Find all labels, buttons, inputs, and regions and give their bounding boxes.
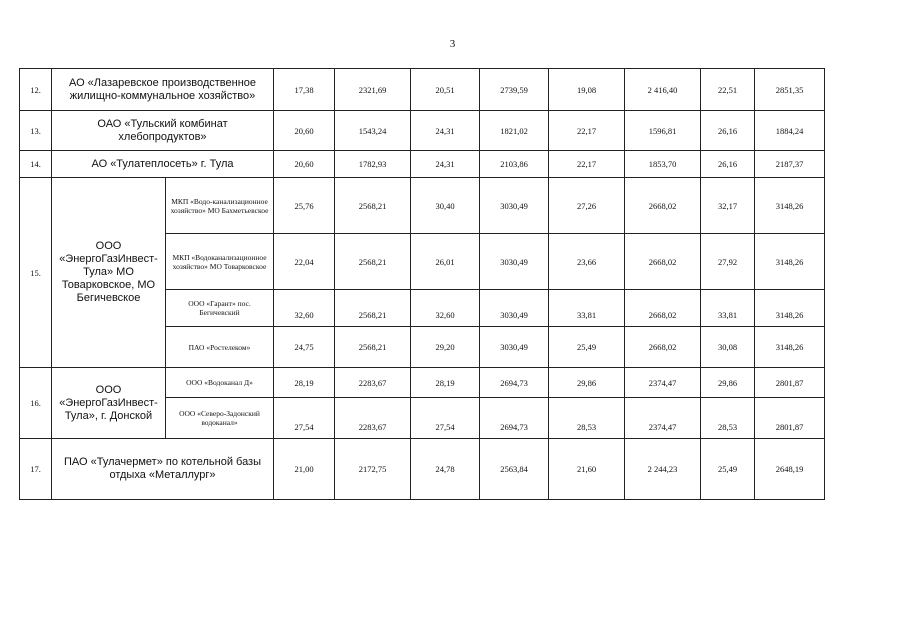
- value-cell: 25,49: [549, 327, 625, 368]
- organization-name: ООО «ЭнергоГазИнвест-Тула», г. Донской: [52, 368, 166, 439]
- value-cell: 24,75: [274, 327, 335, 368]
- value-cell: 32,60: [411, 290, 480, 327]
- value-cell: 2851,35: [755, 69, 825, 111]
- value-cell: 21,60: [549, 439, 625, 500]
- value-cell: 20,51: [411, 69, 480, 111]
- row-number: 17.: [20, 439, 52, 500]
- value-cell: 32,17: [701, 178, 755, 234]
- value-cell: 22,17: [549, 111, 625, 151]
- value-cell: 2 244,23: [625, 439, 701, 500]
- value-cell: 3148,26: [755, 234, 825, 290]
- value-cell: 2321,69: [335, 69, 411, 111]
- value-cell: 25,49: [701, 439, 755, 500]
- table-row: [20, 439, 825, 500]
- value-cell: 26,16: [701, 111, 755, 151]
- value-cell: 19,08: [549, 69, 625, 111]
- row-number: 14.: [20, 151, 52, 178]
- value-cell: 27,54: [411, 398, 480, 439]
- value-cell: 2668,02: [625, 234, 701, 290]
- value-cell: 2283,67: [335, 398, 411, 439]
- value-cell: 3148,26: [755, 178, 825, 234]
- value-cell: 33,81: [549, 290, 625, 327]
- value-cell: 2283,67: [335, 368, 411, 398]
- value-cell: 30,08: [701, 327, 755, 368]
- value-cell: 2568,21: [335, 178, 411, 234]
- value-cell: 3148,26: [755, 290, 825, 327]
- row-number: 16.: [20, 368, 52, 439]
- value-cell: 26,16: [701, 151, 755, 178]
- value-cell: 2668,02: [625, 290, 701, 327]
- sub-organization-name: ООО «Северо-Задонский водоканал»: [166, 398, 274, 439]
- value-cell: 24,31: [411, 111, 480, 151]
- row-number: 13.: [20, 111, 52, 151]
- value-cell: 27,26: [549, 178, 625, 234]
- value-cell: 17,38: [274, 69, 335, 111]
- row-number: 12.: [20, 69, 52, 111]
- value-cell: 2694,73: [480, 368, 549, 398]
- value-cell: 2103,86: [480, 151, 549, 178]
- sub-organization-name: ПАО «Ростелеком»: [166, 327, 274, 368]
- value-cell: 2374,47: [625, 368, 701, 398]
- tariff-table-body: [20, 69, 825, 500]
- value-cell: 2668,02: [625, 327, 701, 368]
- table-row: [20, 151, 825, 178]
- table-row: [20, 69, 825, 111]
- value-cell: 28,53: [549, 398, 625, 439]
- value-cell: 26,01: [411, 234, 480, 290]
- value-cell: 20,60: [274, 111, 335, 151]
- sub-organization-name: МКП «Водо-канализационное хозяйство» МО Бахметьевское: [166, 178, 274, 234]
- row-number: 15.: [20, 178, 52, 368]
- value-cell: 21,00: [274, 439, 335, 500]
- value-cell: 3030,49: [480, 234, 549, 290]
- value-cell: 24,78: [411, 439, 480, 500]
- value-cell: 27,92: [701, 234, 755, 290]
- value-cell: 24,31: [411, 151, 480, 178]
- value-cell: 2 416,40: [625, 69, 701, 111]
- value-cell: 22,51: [701, 69, 755, 111]
- value-cell: 3030,49: [480, 327, 549, 368]
- value-cell: 30,40: [411, 178, 480, 234]
- value-cell: 2801,87: [755, 368, 825, 398]
- value-cell: 32,60: [274, 290, 335, 327]
- value-cell: 1782,93: [335, 151, 411, 178]
- sub-organization-name: ООО «Гарант» пос. Бегичевский: [166, 290, 274, 327]
- sub-organization-name: ООО «Водоканал Д»: [166, 368, 274, 398]
- value-cell: 25,76: [274, 178, 335, 234]
- value-cell: 23,66: [549, 234, 625, 290]
- value-cell: 22,04: [274, 234, 335, 290]
- value-cell: 29,86: [549, 368, 625, 398]
- value-cell: 1596,81: [625, 111, 701, 151]
- organization-name: АО «Тулатеплосеть» г. Тула: [52, 151, 274, 178]
- table-row: [20, 111, 825, 151]
- value-cell: 2563,84: [480, 439, 549, 500]
- value-cell: 3030,49: [480, 178, 549, 234]
- value-cell: 2374,47: [625, 398, 701, 439]
- organization-name: ОАО «Тульский комбинат хлебопродуктов»: [52, 111, 274, 151]
- value-cell: 2187,37: [755, 151, 825, 178]
- value-cell: 2568,21: [335, 234, 411, 290]
- value-cell: 29,86: [701, 368, 755, 398]
- value-cell: 1853,70: [625, 151, 701, 178]
- value-cell: 2648,19: [755, 439, 825, 500]
- page-number: 3: [449, 38, 456, 50]
- sub-organization-name: МКП «Водоканализационное хозяйство» МО Товарковское: [166, 234, 274, 290]
- value-cell: 27,54: [274, 398, 335, 439]
- value-cell: 29,20: [411, 327, 480, 368]
- value-cell: 3148,26: [755, 327, 825, 368]
- value-cell: 2172,75: [335, 439, 411, 500]
- value-cell: 2801,87: [755, 398, 825, 439]
- value-cell: 22,17: [549, 151, 625, 178]
- organization-name: ООО «ЭнергоГазИнвест-Тула» МО Товарковское, МО Бегичевское: [52, 178, 166, 368]
- table-row: [20, 178, 825, 234]
- value-cell: 28,53: [701, 398, 755, 439]
- value-cell: 2694,73: [480, 398, 549, 439]
- value-cell: 20,60: [274, 151, 335, 178]
- table-row: [20, 368, 825, 398]
- value-cell: 2739,59: [480, 69, 549, 111]
- tariff-table: [19, 68, 825, 500]
- organization-name: ПАО «Тулачермет» по котельной базы отдыха «Металлург»: [52, 439, 274, 500]
- value-cell: 1821,02: [480, 111, 549, 151]
- value-cell: 33,81: [701, 290, 755, 327]
- value-cell: 28,19: [411, 368, 480, 398]
- organization-name: АО «Лазаревское производственное жилищно-коммунальное хозяйство»: [52, 69, 274, 111]
- value-cell: 3030,49: [480, 290, 549, 327]
- value-cell: 2568,21: [335, 327, 411, 368]
- value-cell: 2668,02: [625, 178, 701, 234]
- value-cell: 1543,24: [335, 111, 411, 151]
- value-cell: 1884,24: [755, 111, 825, 151]
- value-cell: 2568,21: [335, 290, 411, 327]
- value-cell: 28,19: [274, 368, 335, 398]
